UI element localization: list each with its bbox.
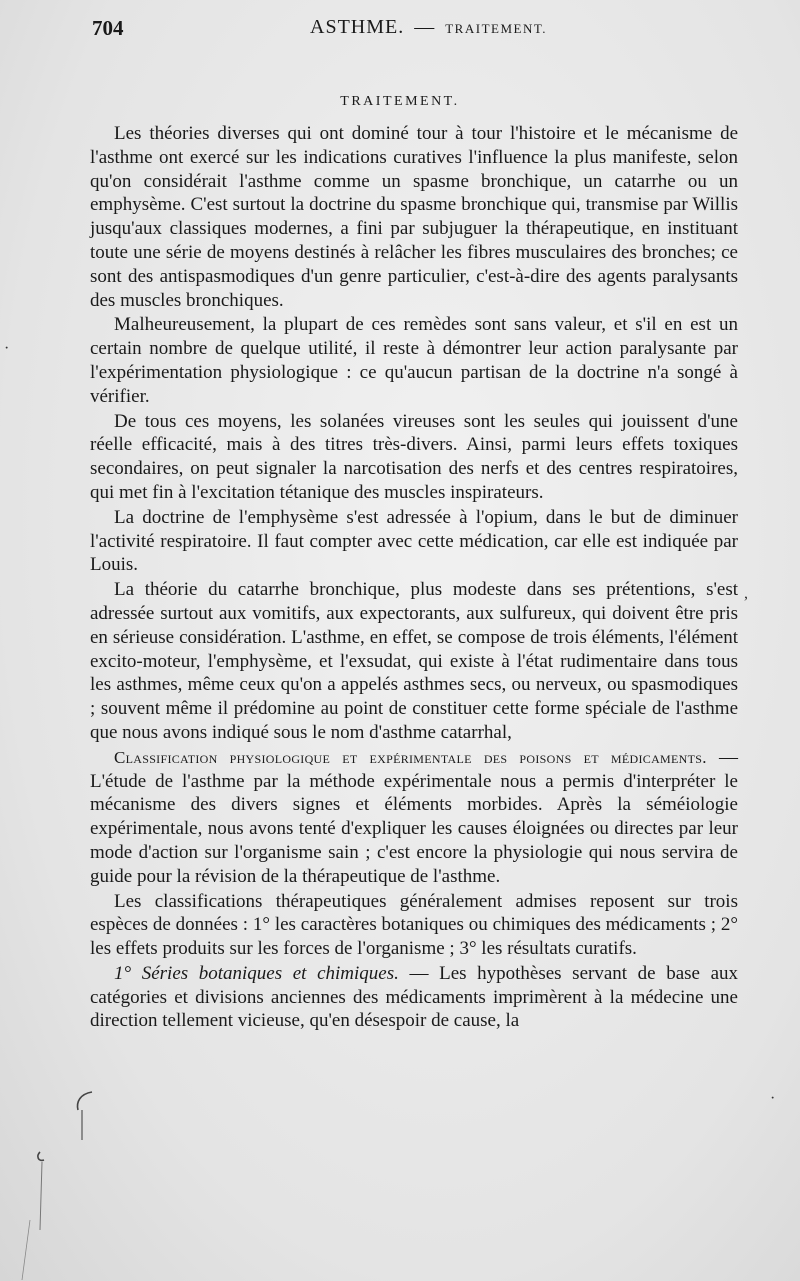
margin-speck: · (770, 1090, 776, 1107)
classification-text: — L'étude de l'asthme par la méthode expérimentale nous a permis d'interpréter le mécanisme des divers signes et éléments morbides. Après la séméiologie expérimentale, nous avons tenté d'expliquer les causes éloignées ou directes par leur mode d'action sur l'organisme sain ; c'est encore la physiologie qui nous servira de guide pour la révision de la thérapeutique de l'asthme. (90, 746, 738, 887)
paragraph-emphyseme: La doctrine de l'emphysème s'est adressée à l'opium, dans le but de diminuer l'activité respiratoire. Il faut compter avec cette médication, car elle est indiquée par Louis. (90, 506, 738, 576)
margin-speck: · (4, 340, 10, 357)
running-title-main: ASTHME. (310, 16, 405, 38)
body-text (90, 122, 738, 1033)
series-title: 1° Séries botaniques et chimiques. (114, 962, 399, 984)
running-title-dash: — (414, 16, 436, 38)
classification-heading: Classification physiologique et expérimentale des poisons et médicaments. (114, 747, 707, 767)
running-title (310, 16, 547, 39)
series-text: — Les hypothèses servant de base aux catégories et divisions anciennes des médicaments imprimèrent à la médecine une direction tellement vicieuse, qu'en désespoir de cause, la (90, 962, 739, 1032)
paragraph-classification (90, 746, 738, 889)
paragraph-catarrhe: La théorie du catarrhe bronchique, plus modeste dans ses prétentions, s'est adressée surtout aux vomitifs, aux expectorants, aux sulfureux, qui doivent être pris en sérieuse considération. L'asthme, en effet, se compose de trois éléments, l'élément excito-moteur, l'emphysème, et l'exsudat, qui existe à l'état rudimentaire dans tous les asthmes, même ceux qu'on a appelés asthmes secs, ou nerveux, ou spasmodiques ; souvent même il prédomine au point de constituer cette forme spéciale de l'asthme que nous avons indiqué sous le nom d'asthme catarrhal, (90, 579, 738, 743)
paragraph-series (90, 962, 738, 1033)
margin-pencil-strokes (0, 1080, 110, 1281)
section-title: TRAITEMENT. (340, 94, 460, 109)
paragraph-malheureusement: Malheureusement, la plupart de ces remèdes sont sans valeur, et s'il en est un certain nombre de quelque utilité, il reste à démontrer leur action paralysante par l'expérimentation physiologique : ce qu'aucun partisan de la doctrine n'a songé à vérifier. (90, 314, 738, 407)
running-title-sub: TRAITEMENT. (445, 21, 548, 36)
paragraph-doctrines: Les théories diverses qui ont dominé tour à tour l'histoire et le mécanisme de l'asthme ont exercé sur les indications curatives l'influence la plus manifeste, selon qu'on considérait l'asthme comme un spasme bronchique, un catarrhe ou un emphysème. C'est surtout la doctrine du spasme bronchique qui, transmise par Willis jusqu'aux classiques modernes, a fini par subjuguer la thérapeutique, en instituant toute une série de moyens destinés à relâcher les fibres musculaires des bronches; ce sont des antispasmodiques d'un genre particulier, c'est-à-dire des agents paralysants des muscles bronchiques. (90, 123, 738, 311)
page-number: 704 (92, 16, 124, 40)
paragraph-bases: Les classifications thérapeutiques généralement admises reposent sur trois espèces de données : 1° les caractères botaniques ou chimiques des médicaments ; 2° les effets produits sur les forces de l'organisme ; 3° les résultats curatifs. (90, 890, 738, 960)
margin-speck: , (744, 585, 748, 602)
running-head (92, 16, 740, 46)
paragraph-solanees: De tous ces moyens, les solanées vireuses sont les seules qui jouissent d'une réelle efficacité, mais à des titres très-divers. Ainsi, parmi leurs effets toxiques secondaires, on peut signaler la narcotisation des nerfs et des centres respiratoires, qui met fin à l'excitation tétanique des muscles inspirateurs. (90, 410, 738, 503)
